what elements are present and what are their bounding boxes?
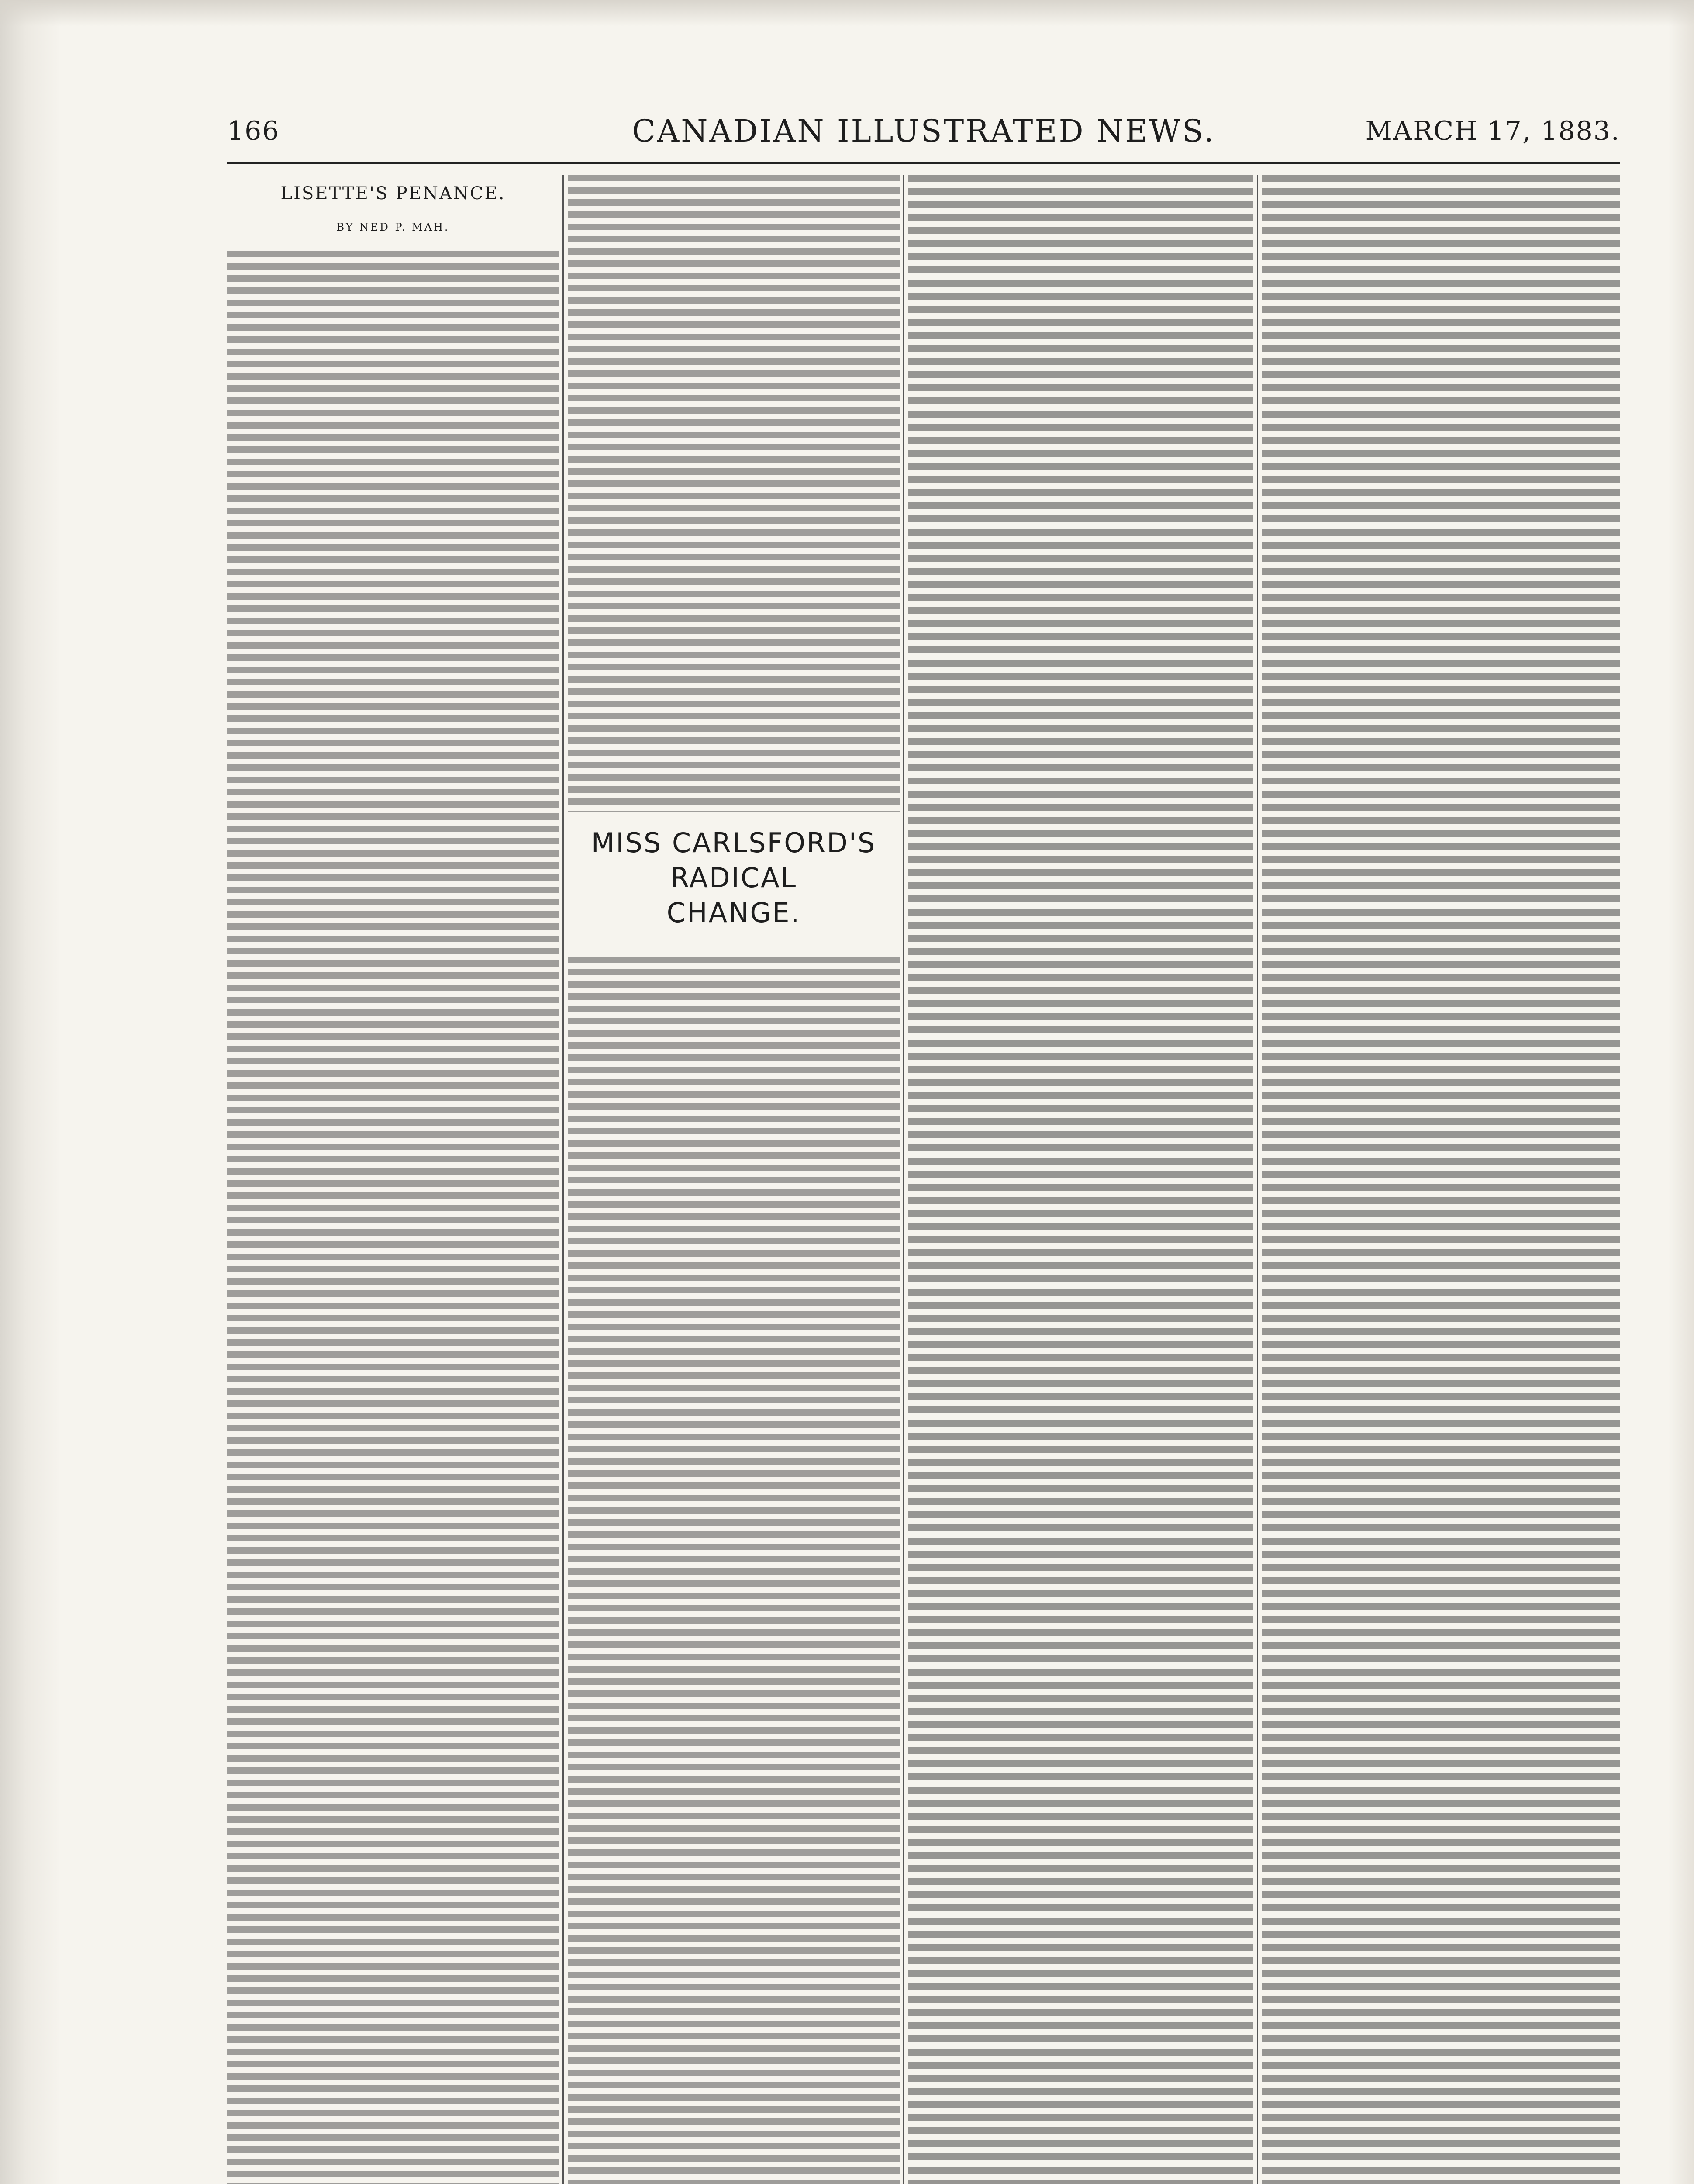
column-4 [1262, 175, 1620, 2184]
issue-date: MARCH 17, 1883. [1365, 116, 1620, 146]
story-body-continued [908, 175, 1253, 2184]
column-1 [227, 175, 559, 2184]
page-header [227, 109, 1620, 164]
poem-title: LISETTE'S PENANCE. [280, 183, 506, 204]
paper-name: CANADIAN ILLUSTRATED NEWS. [632, 113, 1215, 149]
column-divider [1257, 175, 1258, 2184]
story-title-line: CHANGE. [666, 897, 801, 929]
column-divider [903, 175, 904, 2184]
column-3 [908, 175, 1253, 2184]
story-title [568, 826, 900, 930]
story-body-continued [1262, 175, 1620, 2184]
poem-byline: BY NED P. MAH. [336, 221, 450, 233]
page-number: 166 [227, 116, 280, 146]
poem-continuation [568, 175, 900, 812]
column-2 [568, 175, 900, 2184]
story-body [568, 957, 900, 2184]
scan-shadow [0, 0, 1694, 26]
story-title-line: MISS CARLSFORD'S RADICAL [591, 827, 876, 894]
poem-body [227, 251, 559, 2184]
column-divider [562, 175, 564, 2184]
